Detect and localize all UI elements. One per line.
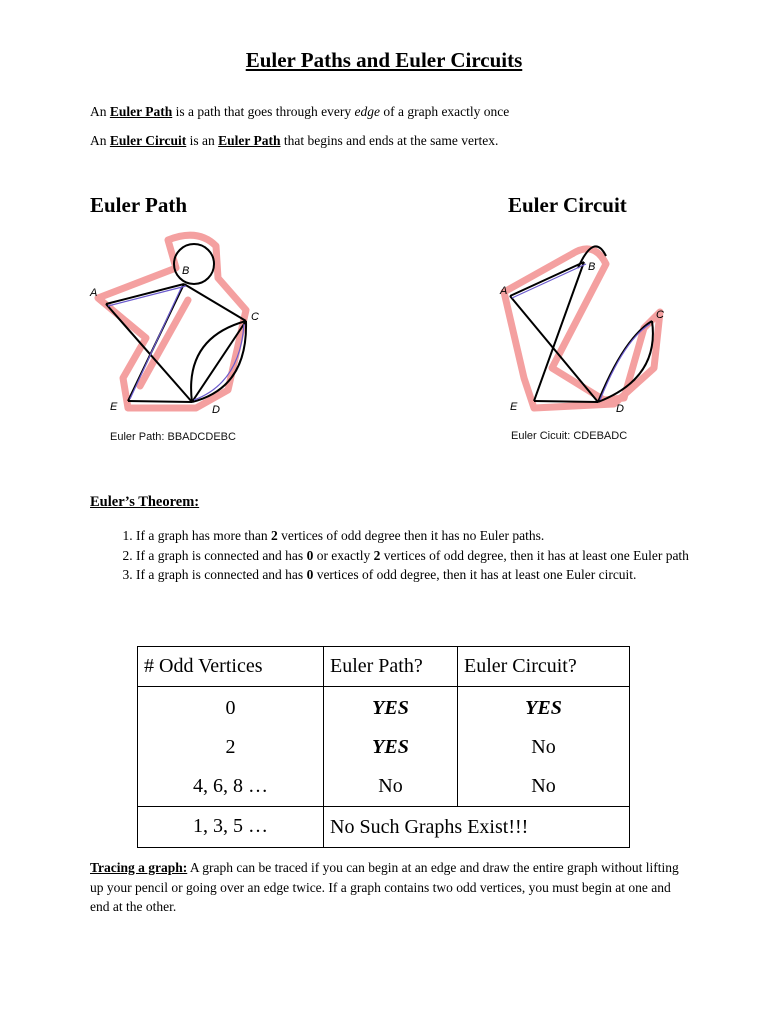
rule-number: 2 (270, 528, 278, 543)
rule-text: If a graph is connected and has (136, 567, 307, 582)
vertex-d-label: D (616, 403, 624, 415)
vertex-a-label: A (90, 287, 98, 299)
rule-text: vertices of odd degree, then it has at least one Euler circuit. (313, 567, 637, 582)
rule-number: 2 (373, 547, 381, 563)
table-header: Euler Circuit? (458, 647, 630, 687)
tracing-text: A graph can be traced if you can begin at an edge and draw the entire graph without lifting up your pencil or going over an edge twice. If a graph contains two odd vertices, you must begin at one and end at the other. (90, 860, 679, 914)
cell-value: 4, 6, 8 … (193, 775, 268, 797)
rule-text: If a graph is connected and has (136, 547, 307, 563)
euler-path-caption: Euler Path: BBADCDEBC (110, 431, 236, 443)
table-cell (138, 687, 324, 807)
theorem-rule (136, 526, 726, 546)
rule-text: vertices of odd degree then it has no Euler paths. (277, 528, 545, 543)
rule-text: If a graph has more than (136, 528, 271, 543)
table-header-row (138, 647, 630, 687)
euler-circuit-definition (90, 133, 498, 149)
vertex-e-label: E (110, 401, 118, 413)
rule-text: vertices of odd degree, then it has at least one Euler path (380, 547, 689, 563)
cell-value: 2 (225, 736, 236, 758)
def-term: Euler Circuit (109, 133, 187, 148)
def-text: is a path that goes through every (172, 104, 355, 119)
page-title: Euler Paths and Euler Circuits (245, 48, 523, 72)
euler-theorem-heading: Euler’s Theorem: (90, 494, 200, 510)
def-text: An (90, 133, 110, 148)
tracing-lead: Tracing a graph: (90, 860, 188, 875)
euler-path-heading: Euler Path (90, 193, 188, 217)
cell-value: No (531, 775, 556, 797)
def-term: Euler Path (218, 133, 281, 148)
def-emphasis: edge (354, 104, 380, 119)
table-cell (324, 687, 458, 807)
cell-value: No (378, 775, 403, 797)
cell-value: 0 (225, 697, 236, 719)
euler-path-definition (90, 104, 509, 120)
vertex-c-label: C (251, 311, 259, 323)
euler-circuit-caption: Euler Cicuit: CDEBADC (511, 430, 628, 442)
euler-path-graph (88, 228, 268, 420)
table-row (138, 807, 630, 848)
cell-value: YES (525, 697, 562, 719)
vertex-b-label: B (182, 265, 190, 277)
def-text: is an (186, 133, 219, 148)
cell-value: No (531, 736, 556, 758)
vertex-e-label: E (510, 401, 518, 413)
vertex-d-label: D (212, 404, 220, 416)
def-term: Euler Path (109, 104, 173, 119)
euler-circuit-graph (494, 228, 674, 420)
theorem-rule (136, 546, 726, 566)
theorem-rule (136, 565, 726, 585)
table-header: Euler Path? (324, 647, 458, 687)
table-cell: 1, 3, 5 … (138, 807, 324, 848)
def-text: of a graph exactly once (379, 104, 510, 119)
rule-text: or exactly (313, 547, 374, 563)
odd-vertices-table (137, 646, 630, 848)
cell-value: YES (372, 736, 409, 758)
rule-number: 0 (306, 547, 314, 563)
def-text: that begins and ends at the same vertex. (280, 133, 499, 148)
vertex-c-label: C (656, 309, 664, 321)
table-row (138, 687, 630, 807)
tracing-paragraph (90, 858, 690, 917)
vertex-b-label: B (588, 261, 596, 273)
def-text: An (90, 104, 110, 119)
theorem-rules (108, 526, 726, 585)
rule-number: 0 (306, 567, 314, 582)
cell-value: YES (372, 697, 409, 719)
table-cell: No Such Graphs Exist!!! (324, 807, 630, 848)
vertex-a-label: A (500, 285, 508, 297)
euler-circuit-heading: Euler Circuit (508, 193, 627, 217)
table-header: # Odd Vertices (138, 647, 324, 687)
table-cell (458, 687, 630, 807)
